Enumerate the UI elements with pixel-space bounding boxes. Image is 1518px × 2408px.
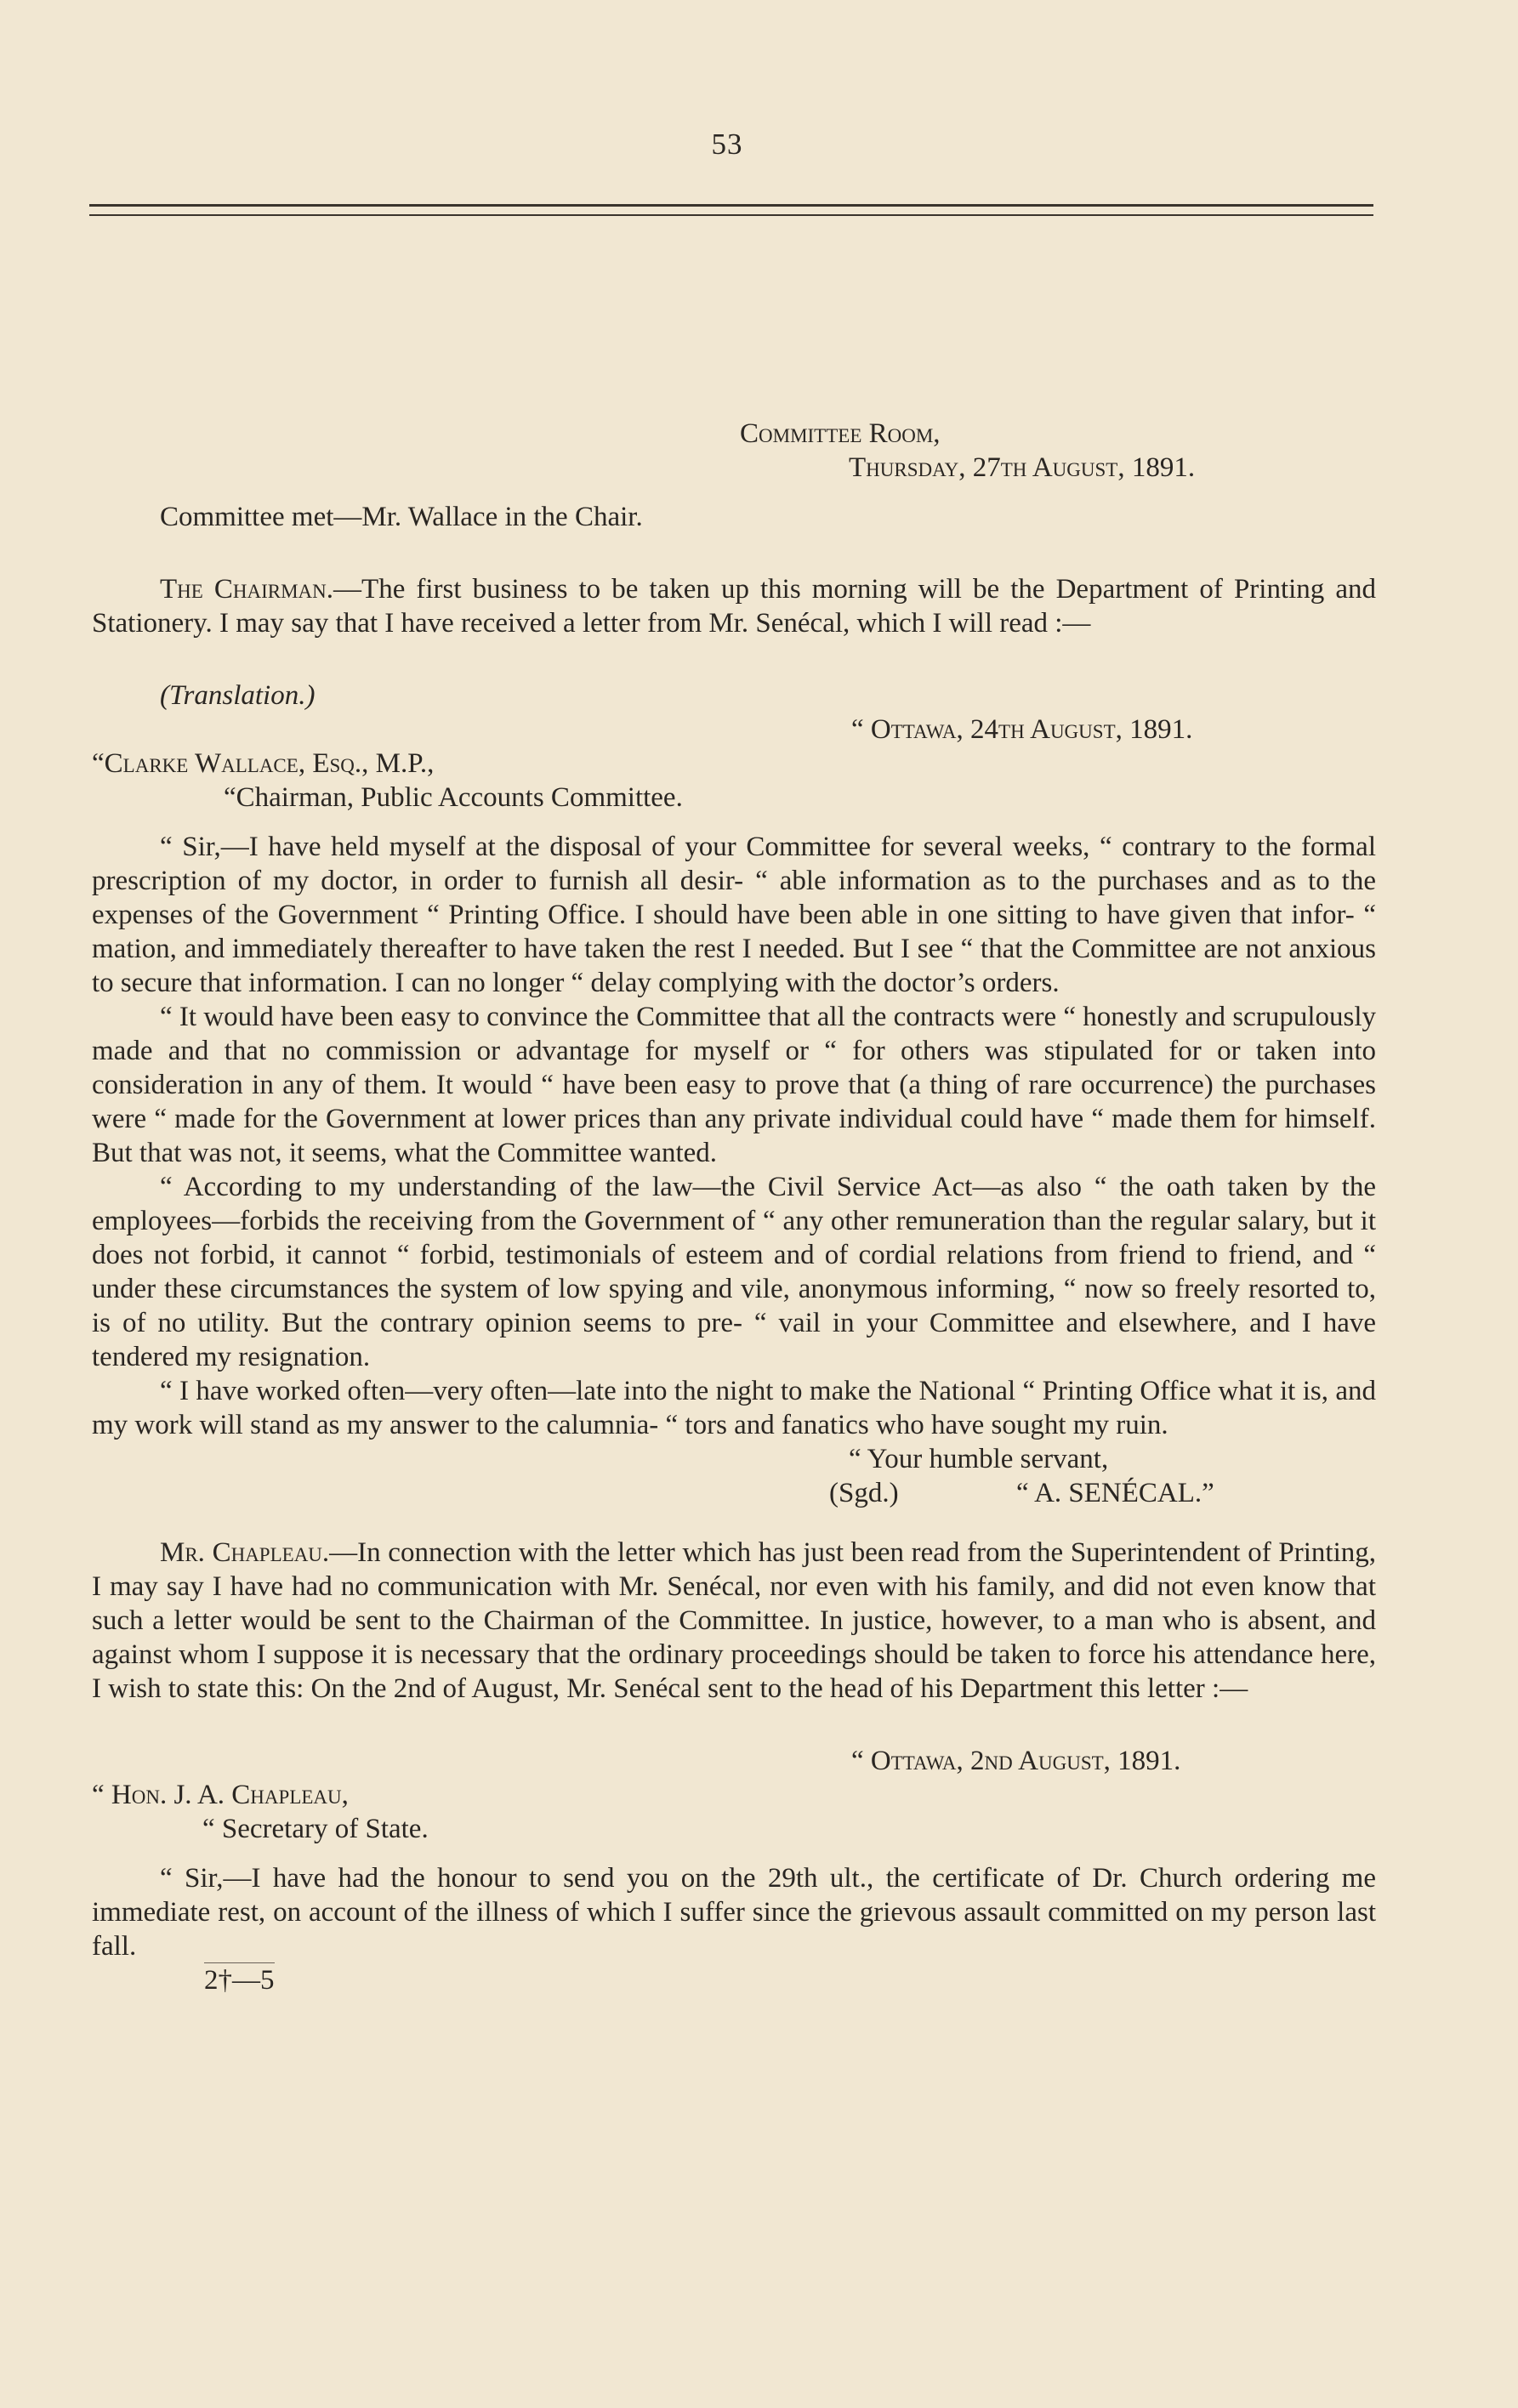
chairman-paragraph <box>92 572 1376 640</box>
letter1-paragraph: “ I have worked often—very often—late into the night to make the National “ Printing Office what it is, and my work will stand as my answer to the calumnia- “ tors and fanatics who have sought my ruin. <box>92 1376 1376 1440</box>
letter1-dateline: “ Ottawa, 24th August, 1891. <box>851 714 1193 745</box>
document-body <box>92 417 1376 1997</box>
header-location: Committee Room, <box>740 418 941 449</box>
chapleau-text: —In connection with the letter which has just been read from the Superintendent of Printing, I may say I have had no communication with Mr. Senécal, nor even with his family, and did not even know that such a letter would be sent to the Chairman of the Committee. In justice, however, to a man who is absent, and against whom I suppose it is necessary that the ordinary proceedings should be taken to force his attendance here, I wish to state this: On the 2nd of August, Mr. Senécal sent to the head of his Department this letter :— <box>92 1537 1376 1704</box>
page-number: 53 <box>711 128 743 161</box>
speaker-name: Mr. Chapleau. <box>160 1537 330 1568</box>
letter1-addressee-name: “Clarke Wallace, Esq., M.P., <box>92 748 435 779</box>
signature-mark-text: 2†—5 <box>204 1962 275 1996</box>
letter1-signature: “ A. SENÉCAL.” <box>1016 1478 1214 1508</box>
chapleau-paragraph <box>92 1536 1376 1706</box>
letter2-addressee-title: “ Secretary of State. <box>202 1814 429 1844</box>
letter2-dateline: “ Ottawa, 2nd August, 1891. <box>851 1746 1181 1776</box>
header-date: Thursday, 27th August, 1891. <box>849 452 1196 483</box>
header-rule-thick <box>89 204 1373 207</box>
letter1-closing: “ Your humble servant, <box>849 1444 1109 1474</box>
translation-note: (Translation.) <box>160 680 316 711</box>
letter1-paragraph: “ It would have been easy to convince the Committee that all the contracts were “ honestly and scrupulously made and that no commission or advantage for myself or “ for others was stipulated for or taken into consideration in any of them. It would “ have been easy to prove that (a thing of rare occurrence) the purchases were “ made for the Government at lower prices than any private individual could have “ made them for himself. But that was not, it seems, what the Committee wanted. <box>92 1002 1376 1168</box>
letter1-addressee-title: “Chairman, Public Accounts Committee. <box>224 782 683 813</box>
chairman-text: —The first business to be taken up this morning will be the Department of Printing and Stationery. I may say that I have received a letter from Mr. Senécal, which I will read :— <box>92 574 1377 639</box>
opening-line: Committee met—Mr. Wallace in the Chair. <box>160 502 643 532</box>
speaker-name: The Chairman. <box>160 574 334 605</box>
printer-signature-mark <box>92 1963 1376 1997</box>
header-rule-thin <box>89 214 1373 216</box>
letter1-paragraph: “ According to my understanding of the law—the Civil Service Act—as also “ the oath taken by the employees—forbids the receiving from the Government of “ any other remuneration than the regular salary, but it does not forbid, it cannot “ forbid, testimonials of esteem and of cordial relations from friend to friend, and “ under these circumstances the system of low spying and vile, anonymous informing, “ now so freely resorted to, is of no utility. But the contrary opinion seems to pre- “ vail in your Committee and elsewhere, and I have tendered my resignation. <box>92 1172 1376 1372</box>
letter2-addressee-name: “ Hon. J. A. Chapleau, <box>92 1780 349 1810</box>
letter2-paragraph: “ Sir,—I have had the honour to send you on the 29th ult., the certificate of Dr. Church ordering me immediate rest, on account of the illness of which I suffer since the grievous assault committed on my person last fall. <box>92 1863 1376 1962</box>
letter1-signature-line <box>92 1476 1376 1510</box>
signed-label: (Sgd.) <box>829 1478 899 1508</box>
letter1-paragraph: “ Sir,—I have held myself at the disposal of your Committee for several weeks, “ contrary to the formal prescription of my doctor, in order to furnish all desir- “ able information as to the purchases and as to the expenses of the Government “ Printing Office. I should have been able in one sitting to have given that infor- “ mation, and immediately thereafter to have taken the rest I needed. But I see “ that the Committee are not anxious to secure that information. I can no longer “ delay complying with the doctor’s orders. <box>92 832 1376 998</box>
